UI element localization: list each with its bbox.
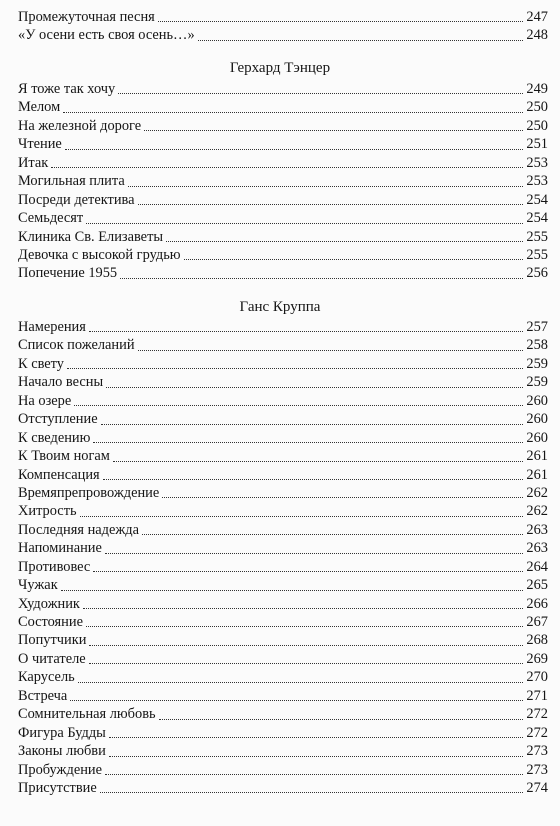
entry-title: Попутчики <box>18 632 87 649</box>
entry-title: Итак <box>18 154 49 171</box>
entry-page-number: 263 <box>526 540 548 557</box>
dot-leader <box>109 737 523 738</box>
entry-page-number: 256 <box>526 265 548 282</box>
toc-entry <box>18 392 548 410</box>
dot-leader <box>142 534 523 535</box>
entry-page-number: 273 <box>526 743 548 760</box>
toc-entry <box>18 779 548 797</box>
entry-page-number: 272 <box>526 706 548 723</box>
entry-page-number: 251 <box>526 136 548 153</box>
dot-leader <box>80 516 523 517</box>
entry-title: Чтение <box>18 136 62 153</box>
dot-leader <box>93 571 523 572</box>
entry-title: Девочка с высокой грудью <box>18 246 181 263</box>
entry-page-number: 248 <box>526 27 548 44</box>
entry-page-number: 262 <box>526 503 548 520</box>
entry-page-number: 261 <box>526 466 548 483</box>
entry-page-number: 269 <box>526 650 548 667</box>
dot-leader <box>103 479 523 480</box>
entry-page-number: 258 <box>526 337 548 354</box>
toc-entry <box>18 650 548 668</box>
toc-entry <box>18 191 548 209</box>
toc-entry <box>18 80 548 98</box>
toc-entry <box>18 135 548 153</box>
dot-leader <box>128 186 523 187</box>
entry-title: Промежуточная песня <box>18 9 155 25</box>
entry-title: «У осени есть своя осень…» <box>18 27 195 44</box>
entry-title: Посреди детектива <box>18 191 135 208</box>
entry-title: К Твоим ногам <box>18 448 110 465</box>
entry-title: Законы любви <box>18 743 106 760</box>
dot-leader <box>89 331 523 332</box>
toc-entry <box>18 539 548 557</box>
toc-entry <box>18 521 548 539</box>
toc-entry <box>18 172 548 190</box>
entry-title: Клиника Св. Елизаветы <box>18 228 164 245</box>
entry-title: На озере <box>18 392 72 409</box>
toc-entry <box>18 613 548 631</box>
toc-entry <box>18 264 548 282</box>
dot-leader <box>166 241 523 242</box>
entry-title: Семьдесят <box>18 210 84 227</box>
entry-title: Список пожеланий <box>18 337 135 354</box>
entry-page-number: 254 <box>526 191 548 208</box>
entry-title: Отступление <box>18 411 98 428</box>
entry-title: К свету <box>18 355 64 372</box>
entry-title: Хитрость <box>18 503 77 520</box>
dot-leader <box>158 21 523 22</box>
toc-entry <box>18 687 548 705</box>
toc-entry <box>18 429 548 447</box>
dot-leader <box>106 387 523 388</box>
toc-entry <box>18 410 548 428</box>
toc-block-tentser <box>18 80 548 283</box>
entry-title: Художник <box>18 595 80 612</box>
toc-entry <box>18 228 548 246</box>
entry-title: Присутствие <box>18 779 97 796</box>
dot-leader <box>138 350 523 351</box>
toc-block-top <box>18 8 548 45</box>
dot-leader <box>78 682 523 683</box>
entry-title: Намерения <box>18 319 86 335</box>
entry-title: Встреча <box>18 687 68 704</box>
entry-page-number: 255 <box>526 246 548 263</box>
entry-title: Противовес <box>18 558 91 575</box>
entry-title: Сомнительная любовь <box>18 706 156 723</box>
dot-leader <box>89 663 523 664</box>
dot-leader <box>118 93 523 94</box>
dot-leader <box>101 424 523 425</box>
entry-title: Начало весны <box>18 374 104 391</box>
entry-title: Компенсация <box>18 466 100 483</box>
entry-page-number: 266 <box>526 595 548 612</box>
entry-page-number: 257 <box>526 319 548 335</box>
entry-page-number: 250 <box>526 99 548 116</box>
entry-title: Пробуждение <box>18 761 103 778</box>
dot-leader <box>100 792 523 793</box>
entry-page-number: 259 <box>526 355 548 372</box>
entry-page-number: 272 <box>526 724 548 741</box>
entry-title: Карусель <box>18 669 75 686</box>
toc-entry <box>18 154 548 172</box>
entry-page-number: 253 <box>526 154 548 171</box>
dot-leader <box>159 719 523 720</box>
section-heading-tentser: Герхард Тэнцер <box>229 60 331 76</box>
toc-entry <box>18 668 548 686</box>
entry-title: Мелом <box>18 99 61 116</box>
toc-entry <box>18 466 548 484</box>
toc-entry <box>18 742 548 760</box>
toc-entry <box>18 26 548 44</box>
toc-entry <box>18 484 548 502</box>
dot-leader <box>109 756 523 757</box>
dot-leader <box>93 442 523 443</box>
entry-page-number: 260 <box>526 392 548 409</box>
entry-page-number: 254 <box>526 210 548 227</box>
entry-page-number: 255 <box>526 228 548 245</box>
toc-entry <box>18 447 548 465</box>
entry-title: К сведению <box>18 429 91 446</box>
entry-page-number: 261 <box>526 448 548 465</box>
dot-leader <box>113 461 523 462</box>
toc-entry <box>18 355 548 373</box>
toc-entry <box>18 631 548 649</box>
entry-page-number: 260 <box>526 429 548 446</box>
entry-page-number: 265 <box>526 577 548 594</box>
dot-leader <box>70 700 523 701</box>
toc-entry <box>18 246 548 264</box>
dot-leader <box>86 626 523 627</box>
entry-title: Состояние <box>18 614 83 630</box>
entry-page-number: 273 <box>526 761 548 778</box>
entry-page-number: 268 <box>526 632 548 649</box>
entry-title: Чужак <box>18 577 58 594</box>
toc-entry <box>18 595 548 613</box>
entry-title: На железной дороге <box>18 117 142 134</box>
entry-page-number: 253 <box>526 173 548 190</box>
entry-page-number: 259 <box>526 374 548 391</box>
dot-leader <box>65 149 523 150</box>
toc-entry <box>18 98 548 116</box>
toc-entry <box>18 373 548 391</box>
entry-page-number: 260 <box>526 411 548 428</box>
toc-entry <box>18 705 548 723</box>
entry-page-number: 263 <box>526 521 548 538</box>
entry-page-number: 249 <box>526 81 548 97</box>
toc-entry <box>18 209 548 227</box>
entry-title: Фигура Будды <box>18 724 106 741</box>
entry-page-number: 262 <box>526 484 548 501</box>
dot-leader <box>138 204 523 205</box>
entry-page-number: 267 <box>526 614 548 630</box>
dot-leader <box>74 405 523 406</box>
toc-block-kruppa <box>18 318 548 797</box>
toc-entry <box>18 336 548 354</box>
dot-leader <box>51 167 523 168</box>
entry-page-number: 270 <box>526 669 548 686</box>
entry-page-number: 274 <box>526 779 548 796</box>
dot-leader <box>144 130 523 131</box>
toc-entry <box>18 576 548 594</box>
dot-leader <box>67 368 523 369</box>
entry-title: Времяпрепровождение <box>18 484 160 501</box>
dot-leader <box>63 112 523 113</box>
toc-entry <box>18 117 548 135</box>
dot-leader <box>89 645 523 646</box>
dot-leader <box>120 278 523 279</box>
toc-entry <box>18 8 548 26</box>
entry-page-number: 271 <box>526 687 548 704</box>
entry-title: Напоминание <box>18 540 102 557</box>
dot-leader <box>198 40 523 41</box>
dot-leader <box>86 223 523 224</box>
dot-leader <box>83 608 523 609</box>
dot-leader <box>105 553 523 554</box>
entry-title: Попечение 1955 <box>18 265 118 282</box>
toc-entry <box>18 318 548 336</box>
entry-title: Могильная плита <box>18 173 125 190</box>
entry-title: Последняя надежда <box>18 521 140 538</box>
toc-entry <box>18 502 548 520</box>
toc-entry <box>18 724 548 742</box>
dot-leader <box>105 774 523 775</box>
dot-leader <box>162 497 523 498</box>
entry-title: О читателе <box>18 650 86 667</box>
entry-page-number: 250 <box>526 117 548 134</box>
entry-page-number: 264 <box>526 558 548 575</box>
entry-title: Я тоже так хочу <box>18 81 116 97</box>
entry-page-number: 247 <box>526 9 548 25</box>
dot-leader <box>61 590 523 591</box>
toc-entry <box>18 761 548 779</box>
dot-leader <box>184 259 523 260</box>
section-heading-kruppa: Ганс Круппа <box>239 299 321 315</box>
toc-entry <box>18 558 548 576</box>
